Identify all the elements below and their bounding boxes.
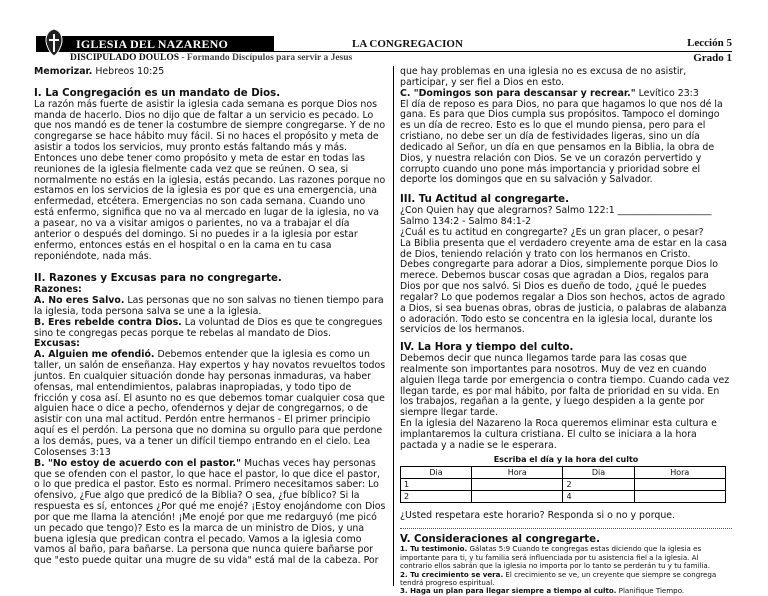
razones-label: Razones: — [34, 284, 82, 296]
table-row — [401, 490, 726, 502]
church-name: IGLESIA DEL NAZARENO — [76, 37, 229, 51]
section-3-title: III. Tu Actitud al congregarte. — [400, 194, 569, 206]
table-cell[interactable]: 1 — [401, 478, 472, 490]
consideration-3-label: 3. Haga un plan para llegar siempre a tiempo al culto. — [400, 586, 617, 596]
razon-b — [34, 318, 386, 340]
table-caption: Escriba el día y la hora del culto — [493, 454, 639, 464]
answer-line[interactable] — [400, 528, 732, 529]
excusa-a-text: Debemos entender que la iglesia es como un taller, un salón de enseñanza. Hay expertos y hay novatos revueltos todos juntos. En cualquier situación donde hay personas inmaduras, va haber ofensas, mal entendimientos, palabras inapropiadas, y todo tipo de fricción y cosa así. El asunto no es que debemos tomar cualquier cosa que alguien hace o dice a pecho, ofendernos y dejar de congregarnos, o de asistir con una mal actitud. Perdón entre hermanos - El primer principio aquí es el perdón. La persona que no domina su orgullo para que perdone a los demás, pues, va a tener un difícil tiempo entrando en el cielo. Lea Colosenses 3:13 — [34, 349, 386, 458]
excusa-b — [34, 459, 386, 567]
section-4-body-2: En la iglesia del Nazareno la Roca queremos eliminar esta cultura e implantaremos la cultura cristiana. El culto se iniciara a la hora pactada y a nadie se le esperara. — [400, 418, 717, 451]
section-c-label: C. "Domingos son para descansar y recrear." — [400, 87, 636, 99]
razon-b-label: B. Eres rebelde contra Dios. — [34, 316, 182, 328]
consideration-2-label: 2. Tu crecimiento se vera. — [400, 569, 504, 579]
section-4-question: ¿Usted respetara este horario? Responda si o no y porque. — [400, 509, 676, 521]
section-4-body: Debemos decir que nunca llegamos tarde para las cosas que realmente son importantes para nosotros. Muy de vez en cuando alguien llega tarde por emergencia o contra tiempo. Cuando cada vez llegan tarde, es por mal hábito, por falta de prioridad en su vida. En los trabajos, regañan a la gente, y luego despiden a la gente por siempre llegar tarde. — [400, 353, 730, 419]
excusas-label: Excusas: — [34, 338, 80, 350]
section-3-body: La Biblia presenta que el verdadero creyente ama de estar en la casa de Dios, teniendo relación y trato con los hermanos en Cristo. — [400, 237, 728, 260]
table-header-cell: Hora — [472, 466, 563, 478]
excusa-a — [34, 350, 386, 458]
section-c-title — [400, 89, 732, 100]
section-1-title: I. La Congregación es un mandato de Dios. — [34, 87, 281, 99]
section-2-title: II. Razones y Excusas para no congregarte. — [34, 273, 282, 285]
table-header-cell: Dia — [563, 466, 634, 478]
table-cell[interactable] — [472, 490, 563, 502]
section-3-body-2: Debes congregarte para adorar a Dios, simplemente porque Dios lo merece. Debemos buscar cosas que agradan a Dios, regalos para Dios por que nos salvó. Si Dios es dueño de todo, ¿qué le puedes regalar? Lo que podemos regalar a Dios son hechos, actos de agrado a Dios, si sea buenas obras, obras de justicia, o palabras de alabanza o adoración. Todo esto se concentra en la iglesia local, durante los servicios de los hermanos. — [400, 259, 727, 336]
lesson-number: Lección 5 — [687, 37, 732, 49]
consideration-2 — [400, 571, 732, 588]
excusa-b-label: B. "No estoy de acuerdo con el pastor." — [34, 457, 241, 469]
razon-a — [34, 296, 386, 318]
consideration-1 — [400, 545, 732, 570]
table-cell[interactable] — [634, 490, 725, 502]
section-4-title: IV. La Hora y tiempo del culto. — [400, 342, 574, 354]
memorize-label: Memorizar. — [34, 66, 93, 77]
section-c-body: El día de reposo es para Dios, no para que hagamos lo que nos dé la gana. Es para que Dios cumpla sus propósitos. Tampoco el domingo es un día de recreo. Esto es lo que el mundo piensa, pero para el cristiano, no debe ser un día de festividades ligeras, sino un día dedicado al Señor, un día en que pensamos en la Biblia, la obra de Dios, y nuestra relación con Dios. Se ve un corazón pervertido y corrupto cuando uno pone más importancia y prioridad sobre el deporte los domingos que en su salvación y Salvador. — [400, 98, 723, 186]
table-cell[interactable] — [634, 478, 725, 490]
section-3-question-3: ¿Cuál es tu actitud en congregarte? ¿Es un gran placer, o pesar? — [400, 226, 704, 238]
section-c-ref: Levítico 23:3 — [635, 87, 699, 99]
table-header-cell: Dia — [401, 466, 472, 478]
section-1-body: La razón más fuerte de asistir la iglesia cada semana es porque Dios nos manda de hacerlo. Dios no dijo que de faltar a un servicio es pecado. Lo que nos mandó es de tener la costumbre de siempre congregarse. Y de no congregarse se hace hábito muy fácil. Si no haces el propósito y meta de asistir a todos los servicios, muy pronto estás faltando más y más. Entonces uno debe tener como propósito y meta de estar en todas las reuniones de la iglesia fielmente cada vez que se reúnen. O sea, si normalmente no estás en la iglesia, estás pecando. Las razones porque no estamos en los servicios de la iglesia es por que es una emergencia, una enfermedad, etcétera. Emergencias no son cada semana. Cuando uno está enfermo, significa que no va al mercado en lugar de la iglesia, no va a pasear, no va a visitar amigos o parientes, no va a trabajar el día anterior o después del domingo. Si no puedes ir a la iglesia por estar enfermo, entonces estás en el hospital o en la cama en tu casa reponiéndote, nada más. — [34, 98, 386, 262]
table-cell[interactable]: 4 — [563, 490, 634, 502]
table-row — [401, 478, 726, 490]
razon-b-text: La voluntad de Dios es que te congregues sino te congregas pecas porque te rebelas al mandato de Dios. — [34, 316, 383, 339]
memorize-line — [34, 67, 386, 78]
program-line — [70, 53, 352, 63]
table-header-cell: Hora — [634, 466, 725, 478]
section-3-question-1: ¿Con Quien hay que alegrarnos? Salmo 122:1 ____________________ — [400, 205, 712, 217]
schedule-table — [400, 466, 726, 503]
continuation-text: que hay problemas en una iglesia no es excusa de no asistir, participar, y ser fiel a Dios en esto. — [400, 66, 687, 88]
table-cell[interactable]: 2 — [401, 490, 472, 502]
program-name: DISCIPULADO DOULOS — [70, 53, 180, 63]
lesson-title: LA CONGREGACION — [352, 38, 463, 50]
consideration-3 — [400, 587, 732, 595]
section-5-title: V. Consideraciones al congregarte. — [400, 533, 600, 545]
memorize-ref: Hebreos 10:25 — [92, 66, 165, 77]
razon-a-label: A. No eres Salvo. — [34, 295, 125, 307]
table-header-row — [401, 466, 726, 478]
section-3-question-2: Salmo 134:2 - Salmo 84:1-2 — [400, 215, 532, 227]
column-divider — [393, 66, 394, 586]
table-cell[interactable] — [472, 478, 563, 490]
consideration-3-text: Planifique Tiempo. — [616, 586, 685, 596]
excusa-a-label: A. Alguien me ofendió. — [34, 349, 155, 361]
razon-a-text: Las personas que no son salvas no tienen tiempo para la iglesia, toda persona salva se une a la iglesia. — [34, 295, 384, 317]
left-column — [34, 67, 386, 567]
consideration-2-text: El crecimiento se ve, un creyente que siempre se congrega tendrá progreso espiritual. — [400, 569, 717, 587]
church-logo-icon — [36, 26, 72, 60]
program-tagline: - Formando Discípulos para servir a Jesus — [181, 53, 353, 63]
consideration-1-text: Gálatas 5:9 Cuando te congregas estas diciendo que la iglesia es importante para ti, y tu familia será influenciada por tu asistencia fiel a la iglesia. Al contrario ellos sabrán que la iglesia no importa por lo tanto se perderán tu y tu familia. — [400, 544, 711, 571]
grade-label: Grado 1 — [693, 52, 732, 64]
excusa-b-text: Muchas veces hay personas que se ofenden con el pastor, lo que hace el pastor, lo que dice el pastor, o lo que predica el pastor. Esto es normal. Primero necesitamos saber: Lo ofensivo, ¿Fue algo que predicó de la Biblia? O sea, ¿fue bíblico? Si la respuesta es sí, entonces ¿Por qué me enojé? ¡Estoy enojándome con Dios por que me llama la atención! ¡Me enojé por que me redarguyó (me picó un pecado que tengo)? Esto es la marca de un ministro de Dios, y una buena iglesia que predican contra el pecado. Vamos a la iglesia como vamos al baño, para bañarse. La persona que nunca quiere bañarse por que "esto puede quitar una mugre de su vida" está mal de la cabeza. Por — [34, 457, 386, 567]
table-cell[interactable]: 2 — [563, 478, 634, 490]
consideration-1-label: 1. Tu testimonio. — [400, 544, 468, 554]
right-column — [400, 67, 732, 596]
